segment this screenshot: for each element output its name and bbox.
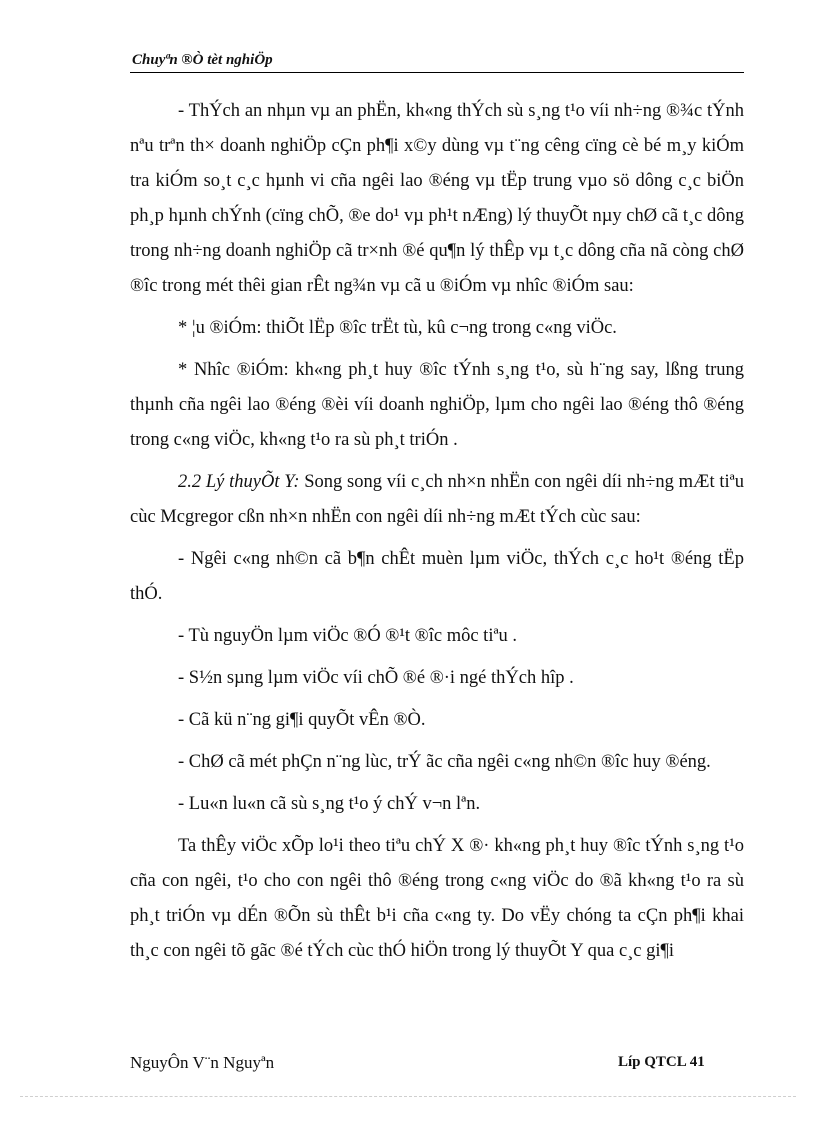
paragraph-text: Song song víi c¸ch nh×n nhËn con ngêi díi nh÷ng mÆt tiªu cùc Mcgregor cßn nh×n nhËn con ngêi díi nh÷ng mÆt tÝch cùc sau: xyxy=(130,472,744,527)
paragraph-text: - Lu«n lu«n cã sù s¸ng t¹o ý chÝ v¬n lªn. xyxy=(178,794,481,814)
paragraph xyxy=(130,661,744,696)
footer-class-label: Líp QTCL 41 xyxy=(618,1054,705,1070)
paragraph-text: * Nhîc ®iÓm: kh«ng ph¸t huy ®îc tÝnh s¸ng t¹o, sù h¨ng say, lßng trung thµnh cña ngêi lao ®éng ®èi víi doanh nghiÖp, lµm cho ngêi lao ®éng thô ®éng trong c«ng viÖc, kh«ng t¹o ra sù ph¸t triÓn . xyxy=(130,360,744,450)
document-header-title: Chuyªn ®Ò tèt nghiÖp xyxy=(132,52,273,68)
paragraph-text: - Cã kü n¨ng gi¶i quyÕt vÊn ®Ò. xyxy=(178,710,426,730)
paragraph-text: - S½n sµng lµm viÖc víi chÕ ®é ®·i ngé thÝch hîp . xyxy=(178,668,574,688)
paragraph xyxy=(130,619,744,654)
paragraph xyxy=(130,829,744,969)
paragraph xyxy=(130,787,744,822)
paragraph-text: Ta thÊy viÖc xÕp lo¹i theo tiªu chÝ X ®· kh«ng ph¸t huy ®îc tÝnh s¸ng t¹o cña con ngêi, t¹o cho con ngêi thô ®éng trong c«ng viÖc do ®ã kh«ng t¹o ra sù ph¸t triÓn vµ dÉn ®Õn sù thÊt b¹i cña c«ng ty. Do vËy chóng ta cÇn ph¶i khai th¸c con ngêi tõ gãc ®é tÝch cùc thÓ hiÖn trong lý thuyÕt Y qua c¸c gi¶i xyxy=(130,836,744,961)
paragraph-text: - Tù nguyÖn lµm viÖc ®Ó ®¹t ®îc môc tiªu . xyxy=(178,626,518,646)
paragraph-text: * ¦u ®iÓm: thiÕt lËp ®îc trËt tù, kû c¬ng trong c«ng viÖc. xyxy=(178,318,617,338)
document-body xyxy=(130,94,744,976)
paragraph xyxy=(130,311,744,346)
header-divider xyxy=(130,72,744,73)
page-bottom-divider xyxy=(20,1096,796,1097)
paragraph xyxy=(130,703,744,738)
paragraph xyxy=(130,94,744,304)
paragraph xyxy=(130,542,744,612)
paragraph xyxy=(130,353,744,458)
footer-author: NguyÔn V¨n Nguyªn xyxy=(130,1053,275,1072)
section-heading: 2.2 Lý thuyÕt Y: xyxy=(178,472,300,492)
paragraph-text: - ChØ cã mét phÇn n¨ng lùc, trÝ ãc cña ngêi c«ng nh©n ®îc huy ®éng. xyxy=(178,752,711,772)
paragraph xyxy=(130,745,744,780)
paragraph-text: - Ngêi c«ng nh©n cã b¶n chÊt muèn lµm viÖc, thÝch c¸c ho¹t ®éng tËp thÓ. xyxy=(130,549,744,604)
paragraph xyxy=(130,465,744,535)
paragraph-text: - ThÝch an nhµn vµ an phËn, kh«ng thÝch sù s¸ng t¹o víi nh÷ng ®¾c tÝnh nªu trªn th× doanh nghiÖp cÇn ph¶i x©y dùng vµ t¨ng cêng cïng cè bé m¸y kiÓm tra kiÓm so¸t c¸c hµnh vi cña ngêi lao ®éng vµ tËp trung vµo sö dông c¸c biÖn ph¸p hµnh chÝnh (cïng chÕ, ®e do¹ vµ ph¹t nÆng) lý thuyÕt nµy chØ cã t¸c dông trong nh÷ng doanh nghiÖp cã tr×nh ®é qu¶n lý thÊp vµ t¸c dông cña nã còng chØ ®îc trong mét thêi gian rÊt ng¾n vµ cã u ®iÓm vµ nhîc ®iÓm sau: xyxy=(130,101,744,296)
